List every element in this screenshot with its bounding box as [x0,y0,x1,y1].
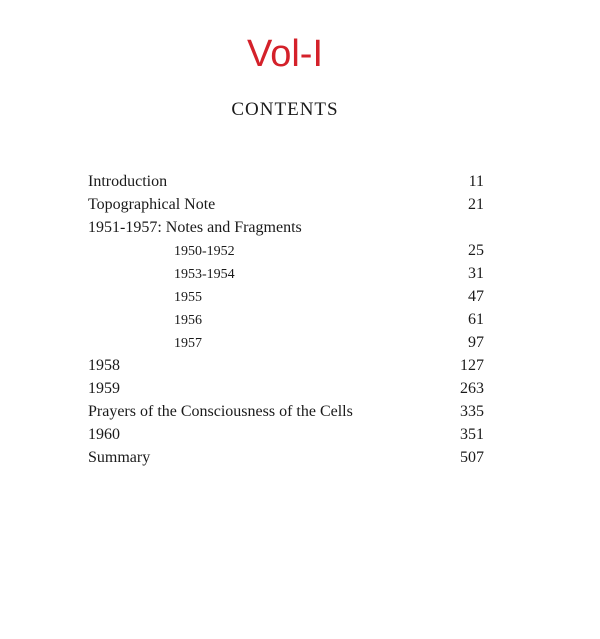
toc-subentry-1957 [88,331,484,354]
toc-entry-page: 351 [460,426,484,443]
toc-entry-page: 47 [468,288,484,305]
toc-entry-title: 1956 [174,313,202,328]
toc-entry-title: 1955 [174,290,202,305]
toc-entry-title: 1951-1957: Notes and Fragments [88,219,302,236]
toc-subentry-1953-1954 [88,262,484,285]
toc-entry-title: 1950-1952 [174,244,235,259]
toc-subentry-1950-1952 [88,239,484,262]
toc-entry-prayers [88,400,484,423]
contents-heading: CONTENTS [231,99,339,120]
toc-subentry-1956 [88,308,484,331]
toc-entry-introduction [88,170,484,193]
volume-title: Vol-I [246,33,324,75]
toc-entry-page: 263 [460,380,484,397]
toc-entry-page: 507 [460,449,484,466]
toc-entry-summary [88,446,484,469]
toc-entry-1959 [88,377,484,400]
toc-subentry-1955 [88,285,484,308]
toc-entry-title: 1959 [88,380,120,397]
toc-entry-page: 21 [468,196,484,213]
toc-entry-title: Topographical Note [88,196,216,213]
toc-entry-page: 335 [460,403,484,420]
toc-entry-page: 25 [468,242,484,259]
toc-entry-title: Introduction [88,173,168,190]
toc-entry-title: 1960 [88,426,120,443]
table-of-contents [88,170,484,469]
toc-entry-title: Summary [88,449,151,466]
toc-entry-page: 97 [468,334,484,351]
toc-entry-1960 [88,423,484,446]
toc-entry-title: 1957 [174,336,202,351]
toc-entry-1958 [88,354,484,377]
toc-entry-notes-and-fragments [88,216,484,239]
toc-entry-title: 1953-1954 [174,267,235,282]
toc-entry-topographical-note [88,193,484,216]
toc-entry-page: 61 [468,311,484,328]
toc-entry-page: 31 [468,265,484,282]
toc-entry-page: 11 [468,173,484,190]
toc-entry-page: 127 [460,357,484,374]
toc-entry-title: Prayers of the Consciousness of the Cells [88,403,353,420]
toc-entry-title: 1958 [88,357,120,374]
